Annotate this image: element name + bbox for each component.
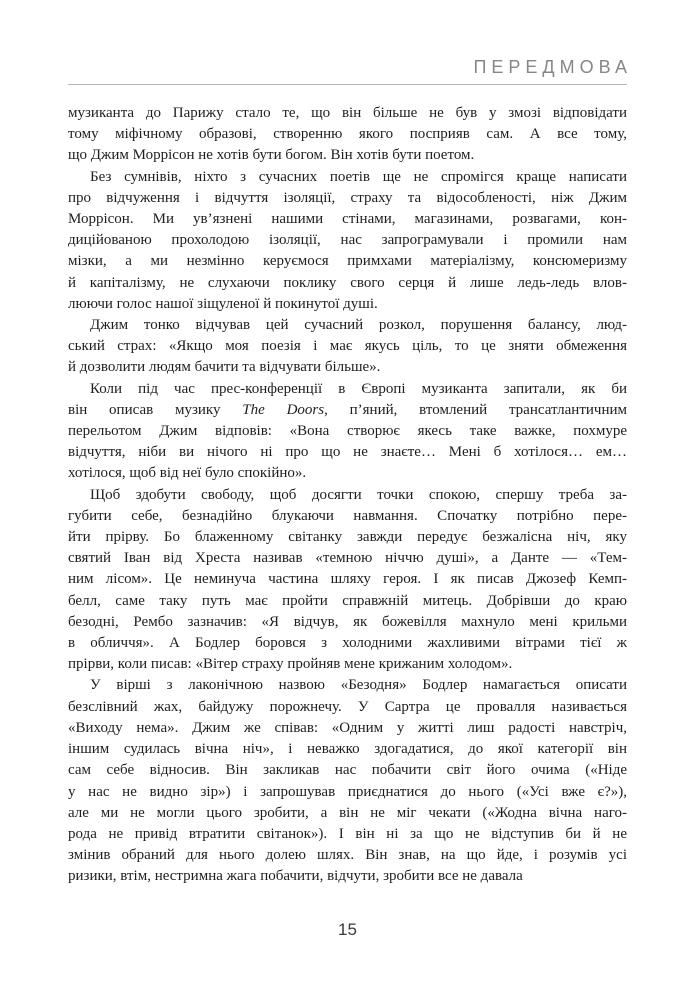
text-line: рода не привід втратити світанок»). І він ні за що не відступив би й не [68,825,627,842]
text-line: хотілося, щоб від неї було спокійно». [68,465,307,482]
text-line: Моррісон. Ми ув’язнені нашими стінами, магазинами, розвагами, кон- [68,211,627,228]
text-line: «Виходу нема». Джим же співав: «Одним у житті лиш радості навстріч, [68,719,627,736]
text-line: прірви, коли писав: «Вітер страху пройняв мене крижаним холодом». [68,656,513,673]
chapter-title: ПЕРЕДМОВА [473,57,632,77]
text-line: й капіталізму, не слухаючи поклику свого серця й лише ледь-ледь влов- [68,274,627,291]
text-line: у нас не видно зір») і запрошував приєднатися до нього («Усі вже є?»), [68,783,627,800]
text-line: мізки, а ми незмінно керуємося примхами матеріалізму, консюмеризму [68,253,627,270]
text-line: безодні, Рембо зазначив: «Я відчув, як божевілля махнуло мені крильми [68,613,627,630]
text-line: в обличчя». А Бодлер боровся з холодними жахливими вітрами тієї ж [68,635,627,652]
text-line: відчуття, ніби ви нічого ні про що не знаєте… Мені б хотілося… ем… [68,444,627,461]
paragraph [68,167,627,315]
text-line: безслівний жах, байдужу порожнечу. У Сартра це провалля називається [68,698,627,715]
text-line: що Джим Моррісон не хотів бути богом. Він хотів бути поетом. [68,147,475,164]
text-line: ним лісом». Це неминуча частина шляху героя. І як писав Джозеф Кемп- [68,571,627,588]
text-line: музиканта до Парижу стало те, що він більше не був у змозі відповідати [68,105,627,121]
paragraph [68,675,627,887]
band-name-italic: The Doors [242,401,325,418]
text-line: ризики, втім, нестримна жага побачити, відчути, зробити все не давала [68,868,523,885]
text-segment: , п’яний, втомлений трансатлантичним [324,401,628,418]
text-line: іншим судилась вічна ніч», і неважко здогадатися, до якої категорії він [68,741,627,758]
page-number: 15 [338,920,357,939]
text-line: люючи голос нашої зіщуленої й покинутої душі. [68,295,378,312]
text-line: ський страх: «Якщо моя поезія і має якусь ціль, то це зняти обмеження [68,338,627,355]
text-line: сам себе відносив. Він закликав нас побачити світ його очима («Ніде [68,762,627,779]
text-line: У вірші з лаконічною назвою «Безодня» Бодлер намагається описати [90,677,627,694]
paragraph [68,315,627,379]
paragraph [68,485,627,676]
page-body [68,103,627,888]
text-line: Щоб здобути свободу, щоб досягти точки спокою, спершу треба за- [90,486,627,503]
text-line: але ми не могли цього зробити, а він не міг чекати («Жодна вічна наго- [68,804,627,821]
text-line: Коли під час прес-конференції в Європі музиканта запитали, як би [90,380,627,397]
text-line: диційованою прохолодою ізоляції, нас запрограмували і промили нам [68,232,627,249]
text-line: Джим тонко відчував цей сучасний розкол, порушення балансу, люд- [90,317,627,334]
text-line: змінив обраний для нього долею шлях. Він знав, на що йде, і розумів усі [68,847,627,864]
running-header [68,57,632,78]
text-line: й дозволити людям бачити та відчувати більше». [68,359,381,376]
text-line: белл, саме таку путь має пройти справжній митець. Добрівши до краю [68,592,627,609]
text-segment: він описав музику [68,401,243,418]
text-line: перельотом Джим відповів: «Вона створює якесь таке важке, похмуре [68,423,627,440]
header-rule [68,84,627,85]
text-line [68,400,627,421]
text-line: йти прірву. Бо блаженному світанку завжди передує безжалісна ніч, яку [68,529,627,546]
text-line: тому міфічному образові, створенню якого посприяв сам. А все тому, [68,126,627,143]
text-line: святий Іван від Хреста називав «темною ніччю душі», а Данте — «Тем- [68,550,627,567]
text-line: губити себе, безнадійно блукаючи навмання. Спочатку потрібно пере- [68,507,627,524]
paragraph [68,103,627,167]
text-line: про відчуження і відчуття ізоляції, страху та відособленості, ніж Джим [68,189,627,206]
paragraph [68,379,627,485]
text-line: Без сумнівів, ніхто з сучасних поетів ще не спромігся краще написати [90,168,627,185]
